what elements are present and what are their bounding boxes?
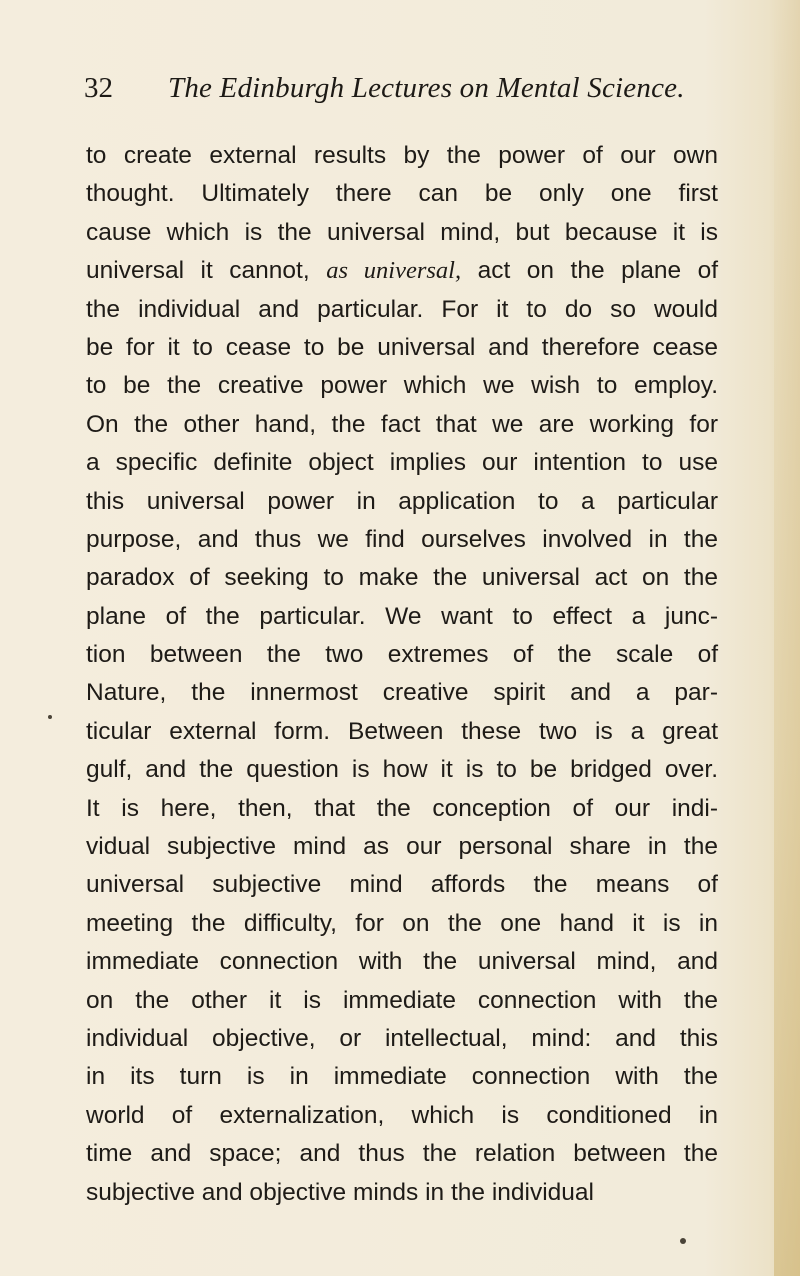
text-line: Nature, the innermost creative spirit and a par- [86,679,718,707]
text-line: subjective and objective minds in the individual [86,1178,594,1206]
text-line: It is here, then, that the conception of our indi- [86,794,718,822]
text-line: universal it cannot, as universal, act on the plane of [86,257,719,285]
page-number: 32 [84,72,113,104]
text-line: the individual and particular. For it to do so would [86,295,718,323]
text-line: immediate connection with the universal mind, and [86,948,718,976]
italic-emphasis: as universal, [326,257,462,285]
text-line: cause which is the universal mind, but because it is [86,218,718,246]
text-line: on the other it is immediate connection with the [86,986,718,1014]
text-line: to be the creative power which we wish to employ. [86,372,718,400]
ink-speck [48,715,52,719]
text-line: be for it to cease to be universal and therefore cease [86,333,718,361]
text-line: to create external results by the power of our own [86,142,718,169]
text-line: ticular external form. Between these two is a great [86,717,718,745]
text-line: paradox of seeking to make the universal act on the [86,564,718,592]
text-line: time and space; and thus the relation between the [86,1140,718,1168]
text-line: world of externalization, which is conditioned in [86,1101,718,1129]
text-line: in its turn is in immediate connection with the [86,1063,718,1091]
text-line: vidual subjective mind as our personal share in the [86,833,718,861]
page-edge-stain [774,0,800,1276]
text-line: this universal power in application to a particular [86,487,718,515]
page-header [84,72,704,112]
body-paragraph [86,137,718,1212]
text-line: purpose, and thus we find ourselves involved in the [86,525,718,553]
ink-speck [680,1238,686,1244]
text-line: individual objective, or intellectual, mind: and this [86,1024,718,1052]
text-line: plane of the particular. We want to effect a junc- [86,602,718,630]
text-line: universal subjective mind affords the means of [86,871,718,899]
text-line: On the other hand, the fact that we are working for [86,410,718,438]
text-line: meeting the difficulty, for on the one hand it is in [86,909,718,937]
text-line: thought. Ultimately there can be only one first [86,180,718,208]
text-line: a specific definite object implies our intention to use [86,449,718,477]
text-line: tion between the two extremes of the scale of [86,641,718,669]
running-title: The Edinburgh Lectures on Mental Science. [168,72,685,104]
text-line: gulf, and the question is how it is to be bridged over. [86,756,718,784]
